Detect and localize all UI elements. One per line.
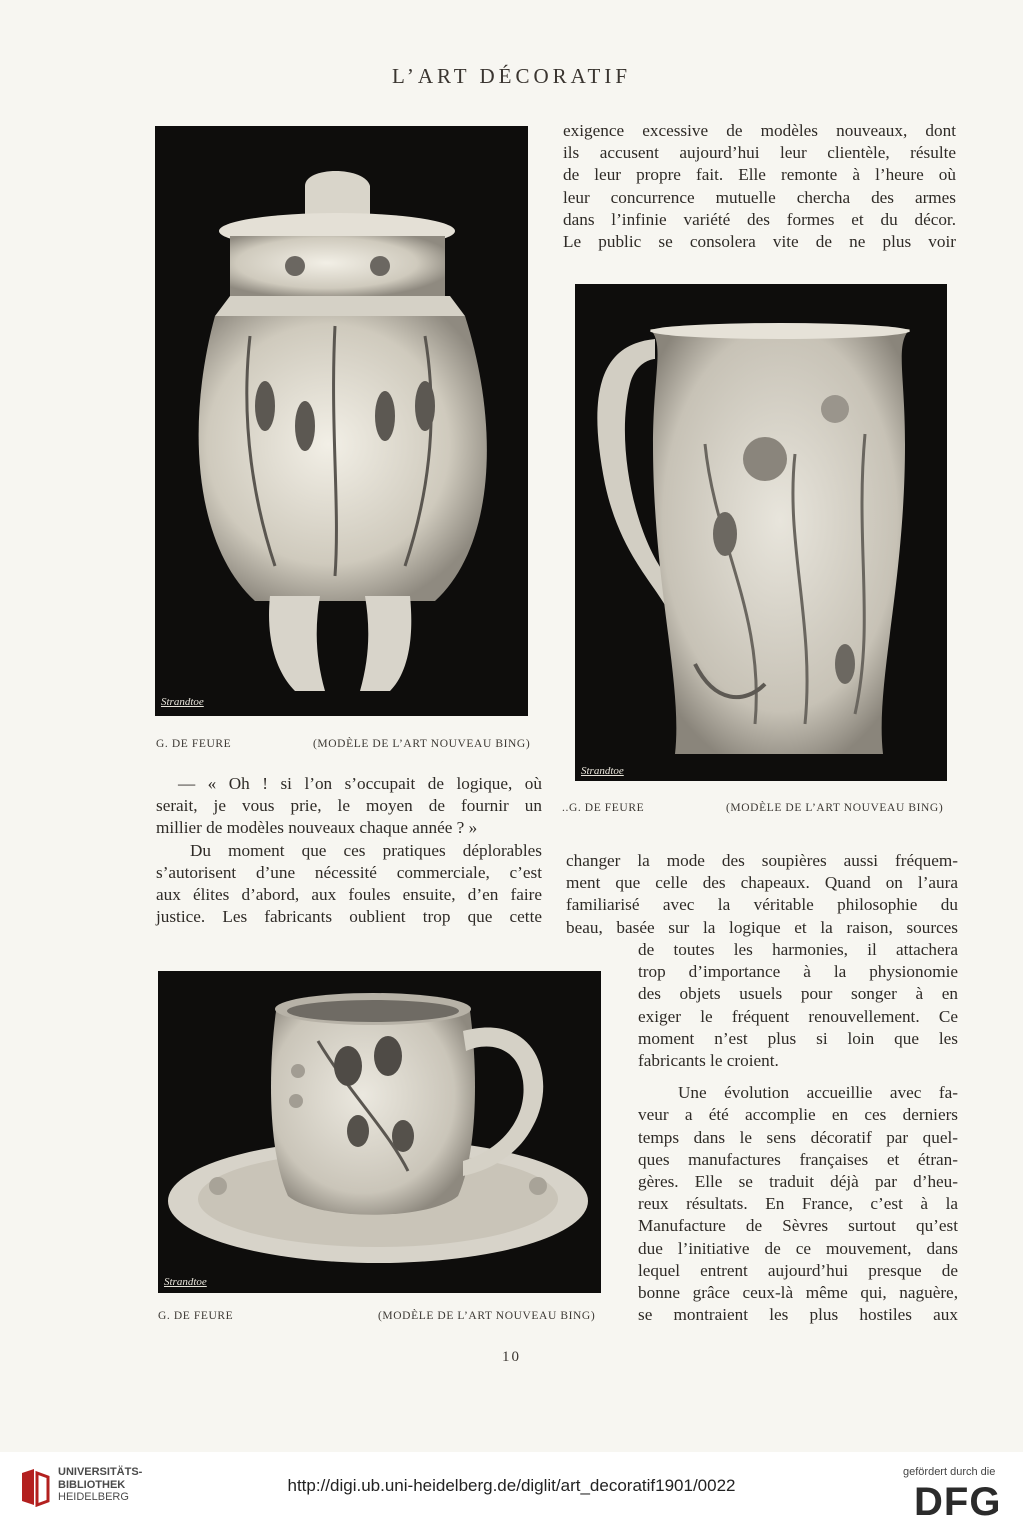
text-line: ment que celle des chapeaux. Quand on l’aura	[566, 873, 958, 893]
text-line: trop d’importance à la physionomie	[638, 962, 958, 982]
text-line: Du moment que ces pratiques déplorables	[190, 840, 542, 860]
figure-pitcher-artist: ..G. DE FEURE	[562, 802, 645, 814]
text-line: temps dans le sens décoratif par quel-	[638, 1127, 958, 1147]
figure-cup-artist: G. DE FEURE	[158, 1310, 234, 1322]
text-left-column	[156, 773, 542, 928]
text-line: bonne grâce ceux-là même qui, naguère,	[638, 1283, 958, 1303]
text-line: Manufacture de Sèvres surtout qu’est	[638, 1216, 958, 1236]
funding-note: gefördert durch die	[903, 1466, 996, 1478]
text-line: due l’initiative de ce mouvement, dans	[638, 1238, 958, 1258]
text-line: lequel entrent aujourd’hui presque de	[638, 1260, 958, 1280]
text-line: fabricants le croient.	[638, 1051, 779, 1071]
text-line: gères. Elle se traduit déjà par d’heu-	[638, 1172, 958, 1192]
jar-illustration	[155, 126, 528, 716]
text-line: — « Oh ! si l’on s’occupait de logique, où	[178, 774, 542, 793]
text-line: serait, je vous prie, le moyen de fournir un	[156, 796, 542, 816]
text-line: moment n’est plus si loin que les	[638, 1028, 958, 1048]
text-mid-right	[566, 850, 958, 939]
cup-photographer-signature: Strandtoe	[164, 1276, 207, 1288]
text-top-right	[563, 120, 956, 253]
text-line: se montraient les plus hostiles aux	[638, 1305, 958, 1325]
text-line: changer la mode des soupières aussi fréquem-	[566, 851, 958, 870]
text-line: exigence excessive de modèles nouveaux, dont	[563, 121, 956, 140]
text-line: s’autorisent d’une nécessité commerciale, c’est	[156, 862, 542, 882]
text-line: ils accusent aujourd’hui leur clientèle, résulte	[563, 143, 956, 163]
pitcher-photographer-signature: Strandtoe	[581, 765, 624, 777]
figure-jar-model: (MODÈLE DE L’ART NOUVEAU BING)	[313, 738, 531, 750]
figure-pitcher-photo	[575, 284, 947, 781]
figure-pitcher-model: (MODÈLE DE L’ART NOUVEAU BING)	[726, 802, 944, 814]
library-name-line: UNIVERSITÄTS-	[58, 1466, 143, 1478]
text-line: justice. Les fabricants oublient trop que cette	[156, 907, 542, 927]
text-line: leur concurrence mutuelle chercha des armes	[563, 187, 956, 207]
pitcher-illustration	[575, 284, 947, 781]
dfg-logo: DFG	[914, 1480, 1002, 1524]
text-line: aux élites d’abord, aux foules ensuite, d’en faire	[156, 885, 542, 905]
figure-jar-photo	[155, 126, 528, 716]
text-line: familiarisé avec la véritable philosophie du	[566, 895, 958, 915]
text-line: reux résultats. En France, c’est à la	[638, 1194, 958, 1214]
text-line: beau, basée sur la logique et la raison, sources	[566, 917, 958, 937]
text-line: des objets usuels pour songer à en	[638, 984, 958, 1004]
library-name-line: HEIDELBERG	[58, 1491, 129, 1503]
text-line: dans l’infinie variété des formes et du décor.	[563, 209, 956, 229]
text-line: ques manufactures françaises et étran-	[638, 1149, 958, 1169]
text-line: de leur propre fait. Elle remonte à l’heure où	[563, 165, 956, 185]
figure-cup-model: (MODÈLE DE L’ART NOUVEAU BING)	[378, 1310, 596, 1322]
figure-cup-photo	[158, 971, 601, 1293]
library-name-line: BIBLIOTHEK	[58, 1478, 126, 1491]
text-line: exiger le fréquent renouvellement. Ce	[638, 1006, 958, 1026]
running-title: L’ART DÉCORATIF	[391, 64, 631, 88]
page-number: 10	[502, 1349, 521, 1365]
jar-photographer-signature: Strandtoe	[161, 696, 204, 708]
text-line: veur a été accomplie en ces derniers	[638, 1105, 958, 1125]
figure-jar-artist: G. DE FEURE	[156, 738, 232, 750]
text-line: millier de modèles nouveaux chaque année ? »	[156, 818, 478, 838]
permalink-url[interactable]: http://digi.ub.uni-heidelberg.de/diglit/art_decoratif1901/0022	[287, 1476, 736, 1495]
text-line: de toutes les harmonies, il attachera	[638, 940, 958, 959]
text-narrow-right	[638, 939, 958, 1326]
text-line: Le public se consolera vite de ne plus voir	[563, 232, 956, 252]
cup-and-saucer-illustration	[158, 971, 601, 1293]
text-line: Une évolution accueillie avec fa-	[678, 1083, 958, 1103]
